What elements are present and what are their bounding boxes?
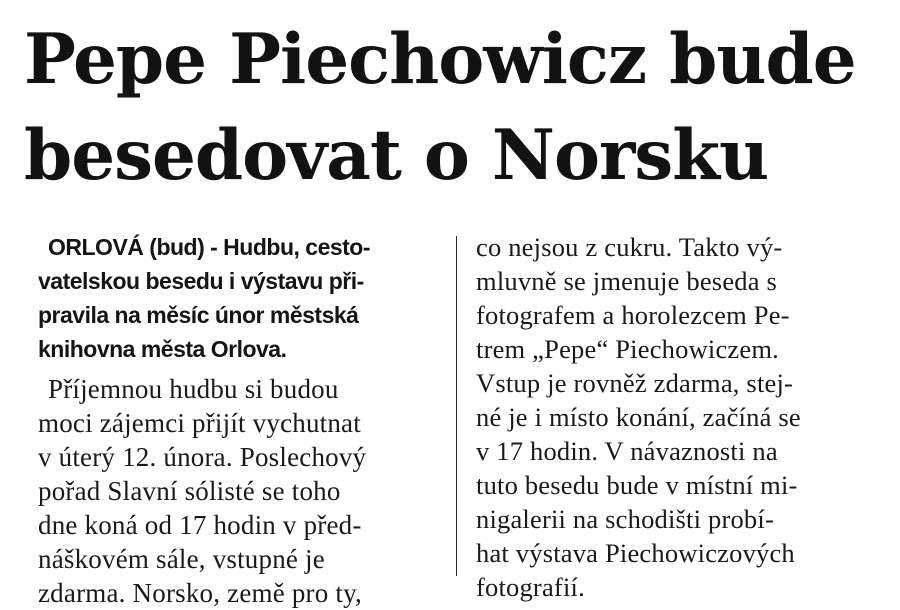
body-line: nigalerii na schodišti probí-	[476, 504, 774, 534]
column-divider	[456, 236, 457, 576]
lead-line: vatelskou besedu i výstavu při-	[38, 268, 364, 294]
article-body-right	[476, 230, 880, 604]
headline-line-2: besedovat o Norsku	[24, 115, 769, 196]
body-line: trem „Pepe“ Piechowiczem.	[476, 334, 779, 364]
body-line: zdarma. Norsko, země pro ty,	[38, 578, 362, 608]
article-headline	[24, 12, 884, 204]
body-line: náškovém sále, vstupné je	[38, 544, 325, 574]
lead-line: pravila na měsíc únor městská	[38, 302, 359, 328]
article-column-right	[476, 230, 880, 604]
article-column-left	[38, 230, 438, 610]
article-lead	[38, 230, 438, 366]
body-line: v úterý 12. února. Poslechový	[38, 442, 367, 472]
body-line: né je i místo konání, začíná se	[476, 402, 801, 432]
body-line: fotografií.	[476, 572, 585, 602]
body-line: mluvně se jmenuje beseda s	[476, 266, 778, 296]
body-line: moci zájemci přijít vychutnat	[38, 408, 361, 438]
lead-line: ORLOVÁ (bud) - Hudbu, cesto-	[48, 234, 371, 260]
body-line: fotografem a horolezcem Pe-	[476, 300, 790, 330]
body-line: Vstup je rovněž zdarma, stej-	[476, 368, 794, 398]
body-line: pořad Slavní sólisté se toho	[38, 476, 341, 506]
body-line: v 17 hodin. V návaznosti na	[476, 436, 778, 466]
article-body-left	[38, 372, 438, 610]
body-line: hat výstava Piechowiczových	[476, 538, 795, 568]
headline-line-1: Pepe Piechowicz bude	[24, 19, 856, 100]
body-line: tuto besedu bude v místní mi-	[476, 470, 798, 500]
body-line: Příjemnou hudbu si budou	[48, 374, 339, 404]
body-line: dne koná od 17 hodin v před-	[38, 510, 362, 540]
lead-line: knihovna města Orlova.	[38, 336, 287, 362]
body-line: co nejsou z cukru. Takto vý-	[476, 232, 783, 262]
